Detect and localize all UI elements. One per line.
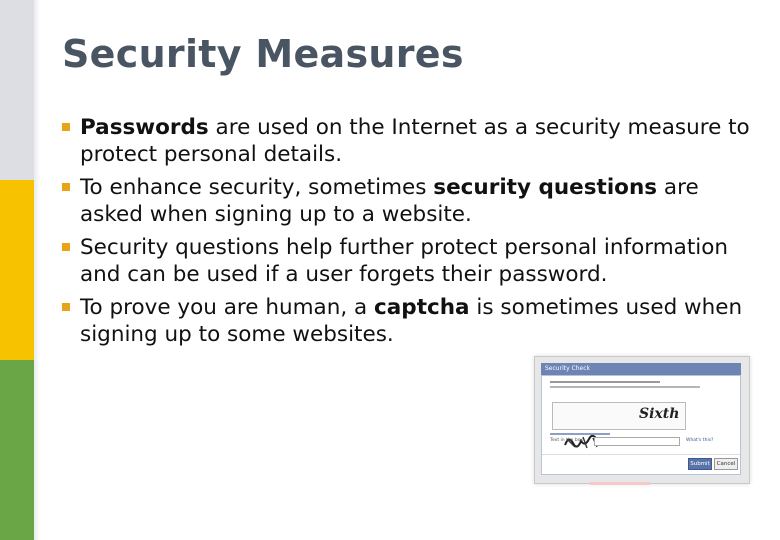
bullet-text: To enhance security, sometimes security questions are asked when signing up to a website. — [80, 175, 699, 227]
bullet-bold-term: Passwords — [80, 115, 209, 140]
captcha-instruction-line — [550, 386, 700, 388]
bullet-item — [62, 294, 762, 348]
bullet-item — [62, 174, 762, 228]
captcha-dialog-body — [541, 375, 741, 475]
captcha-image — [552, 402, 686, 430]
bullet-bold-term: security questions — [433, 175, 658, 200]
captcha-text-label: Text in the box: — [550, 438, 585, 443]
bullet-square-icon — [62, 123, 70, 131]
captcha-shadow-accent — [590, 482, 650, 485]
captcha-dialog-divider — [542, 454, 740, 455]
bullet-item — [62, 114, 762, 168]
captcha-text-input[interactable] — [594, 437, 680, 446]
captcha-submit-button[interactable]: Submit — [688, 458, 712, 470]
captcha-help-line — [550, 433, 610, 435]
bullet-text: To prove you are human, a captcha is sometimes used when signing up to some websites. — [80, 295, 743, 347]
slide-title: Security Measures — [62, 32, 464, 76]
bullet-item — [62, 234, 762, 288]
accent-band-edge — [34, 0, 40, 540]
captcha-dialog-screenshot — [534, 356, 750, 484]
bullet-bold-term: captcha — [374, 295, 470, 320]
bullet-square-icon — [62, 303, 70, 311]
bullet-text: Passwords are used on the Internet as a security measure to protect personal details. — [80, 115, 750, 167]
bullet-list — [62, 114, 762, 354]
accent-band-middle — [0, 180, 34, 360]
bullet-square-icon — [62, 243, 70, 251]
accent-band-bottom — [0, 360, 34, 540]
captcha-dialog-header: Security Check — [541, 363, 741, 375]
captcha-word: Sixth — [639, 406, 680, 422]
captcha-cancel-button[interactable]: Cancel — [714, 458, 738, 470]
captcha-instruction-line — [550, 381, 660, 383]
bullet-text: Security questions help further protect personal information and can be used if a user forgets their password. — [80, 235, 729, 287]
captcha-whats-this-link[interactable]: What's this? — [686, 438, 714, 443]
bullet-square-icon — [62, 183, 70, 191]
accent-band-top — [0, 0, 34, 180]
